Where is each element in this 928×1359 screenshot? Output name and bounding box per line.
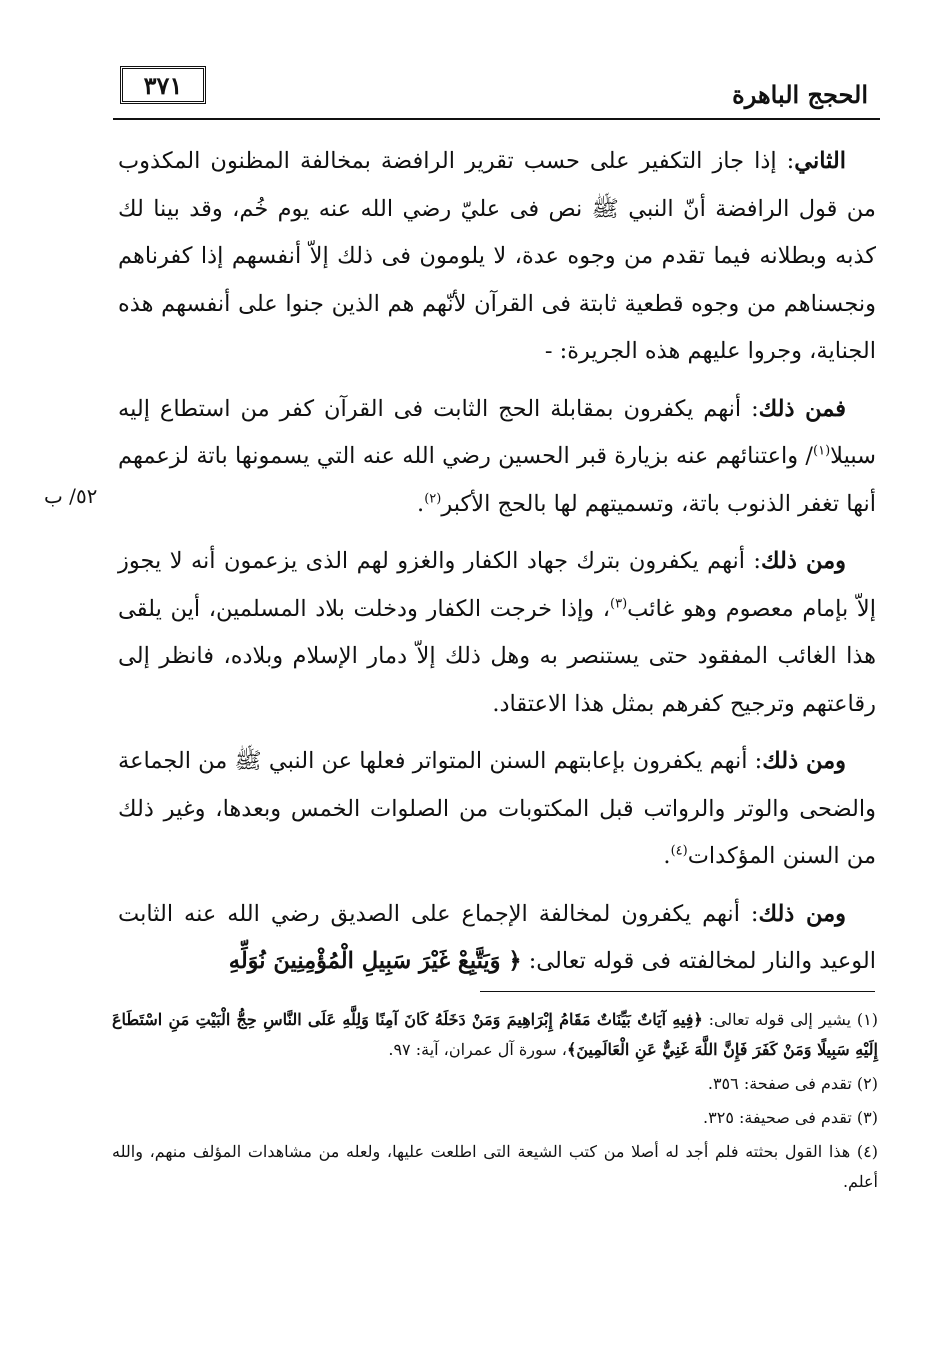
header-divider [113, 118, 880, 120]
footnote-1 [112, 1005, 878, 1065]
page-number: ٣٧١ [143, 70, 183, 100]
paragraph-lead: الثاني [794, 148, 846, 174]
paragraph-text: : أنهم يكفرون بمقابلة الحج الثابت فى القرآن كفر من استطاع إليه سبيلا [118, 395, 876, 469]
footnote-text: ، سورة آل عمران، آية: ٩٧. [388, 1040, 567, 1059]
footnote-2 [112, 1069, 878, 1099]
page-number-box [120, 66, 206, 104]
footnote-number: (٢) [856, 1074, 878, 1093]
footnote-divider [480, 991, 875, 992]
footnote-number: (٣) [856, 1108, 878, 1127]
footnote-3 [112, 1103, 878, 1133]
footnote-text: يشير إلى قوله تعالى: [702, 1010, 852, 1029]
footnote-text: تقدم فى صفحة: ٣٥٦. [707, 1074, 852, 1093]
paragraph-lead: ومن ذلك [761, 548, 847, 574]
paragraph-text: ، وإذا خرجت الكفار ودخلت بلاد المسلمين، أين يلقى هذا الغائب المفقود حتى يستنصر به وهل ذلك إلاّ دمار الإسلام وبلاده، فانظر إلى رقاعتهم وترجيح كفرهم بمثل هذا الاعتقاد. [118, 595, 876, 717]
paragraph-text: / واعتنائهم عنه بزيارة قبر الحسين رضي الله عنه التي يسمونها باتة لزعمهم أنها تغفر الذنوب باتة، وتسميتهم لها بالحج الأكبر [118, 443, 876, 517]
main-text [118, 138, 876, 996]
paragraph-text: : أنهم يكفرون لمخالفة الإجماع على الصديق رضي الله عنه الثابت الوعيد والنار لمخالفته فى قوله تعالى: [118, 900, 876, 974]
folio-margin-note: ٥٢/ ب [44, 484, 98, 508]
paragraph-sunan [118, 738, 876, 881]
footnote-ref: (١) [813, 443, 831, 459]
footnote-ref: (٣) [610, 596, 628, 611]
paragraph-hajj [118, 386, 876, 529]
paragraph-lead: ومن ذلك [758, 900, 847, 927]
paragraph-text: . [663, 843, 671, 869]
paragraph-lead: ومن ذلك [762, 748, 847, 774]
footnote-ref: (٤) [670, 843, 688, 859]
footnote-text: هذا القول بحثته فلم أجد له أصلا من كتب الشيعة التى اطلعت عليها، ولعله من مشاهدات المؤلف منهم، والله أعلم. [112, 1142, 878, 1191]
quran-verse: ﴿ وَيَتَّبِعْ غَيْرَ سَبِيلِ الْمُؤْمِنِينَ نُوَلِّهِ [228, 948, 522, 974]
footnote-ref: (٢) [424, 491, 442, 506]
paragraph-text: : أنهم يكفرون بإعابتهم السنن المتواتر فعلها عن النبي ﷺ من الجماعة والضحى والوتر والرواتب قبل المكتوبات من الصلوات الخمس وبعدها، وغير ذلك من السنن المؤكدات [118, 748, 876, 869]
quran-verse: ﴿فِيهِ آيَاتٌ بَيِّنَاتٌ مَقَامُ إِبْرَاهِيمَ وَمَنْ دَخَلَهُ كَانَ آمِنًا وَلِلَّهِ عَلَى النَّاسِ حِجُّ الْبَيْتِ مَنِ اسْتَطَاعَ إِلَيْهِ سَبِيلًا وَمَنْ كَفَرَ فَإِنَّ اللَّهَ غَنِيٌّ عَنِ الْعَالَمِينَ﴾ [112, 1010, 878, 1059]
footnotes [112, 1005, 878, 1201]
footnote-number: (٤) [856, 1142, 878, 1161]
paragraph-lead: فمن ذلك [758, 395, 847, 422]
paragraph-text: : إذا جاز التكفير على حسب تقرير الرافضة بمخالفة المظنون المكذوب من قول الرافضة أنّ النبي ﷺ نص فى عليّ رضي الله عنه يوم خُم، وقد بينا لك كذبه وبطلانه فيما تقدم من وجوه عدة، لا يلومون فى ذلك إلاّ أنفسهم إذا كفرناهم ونجسناهم من وجوه قطعية ثابتة فى القرآن لأنّهم هم الذين جنوا على أنفسهم هذه الجناية، وجروا عليهم هذه الجريرة: - [118, 148, 876, 364]
running-header-title: الحجج الباهرة [732, 80, 868, 109]
paragraph-jihad [118, 538, 876, 728]
paragraph-text: : أنهم يكفرون بترك جهاد الكفار والغزو لهم الذى يزعمون أنه لا يجوز إلاّ بإمام معصوم وهو غائب [118, 548, 876, 622]
footnote-4 [112, 1137, 878, 1197]
footnote-number: (١) [856, 1010, 879, 1029]
paragraph-ijma [118, 891, 876, 986]
paragraph-text: . [417, 490, 425, 517]
footnote-text: تقدم فى صحيفة: ٣٢٥. [703, 1108, 852, 1127]
paragraph-second [118, 138, 876, 376]
